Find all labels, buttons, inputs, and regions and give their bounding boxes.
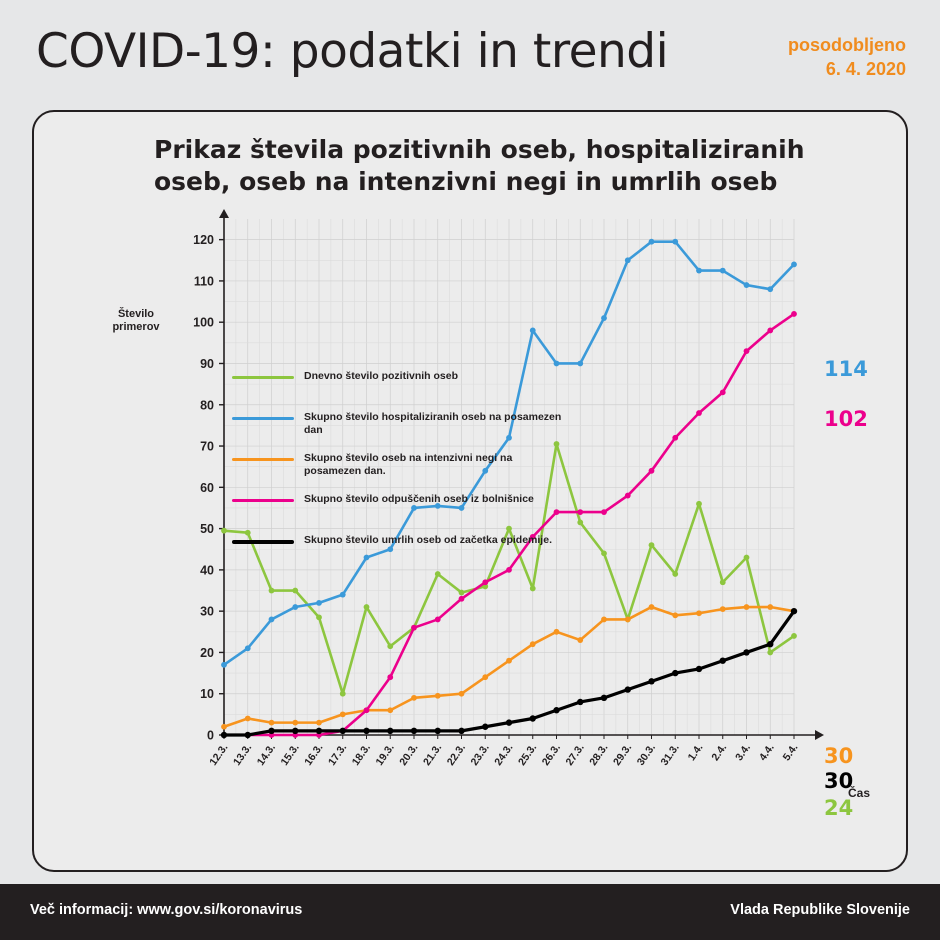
chart-card	[32, 110, 908, 872]
svg-text:17.3.: 17.3.	[325, 741, 350, 768]
svg-text:12.3.: 12.3.	[207, 741, 231, 768]
legend-swatch-daily	[232, 376, 294, 379]
legend-swatch-hospitalized	[232, 417, 294, 420]
svg-text:30.3.: 30.3.	[634, 741, 658, 768]
y-axis-label: Število primerov	[112, 308, 160, 333]
svg-text:10: 10	[200, 687, 214, 702]
legend-swatch-discharged	[232, 499, 294, 502]
svg-text:15.3.: 15.3.	[278, 741, 302, 768]
svg-text:1.4.: 1.4.	[685, 741, 706, 764]
legend-swatch-deaths	[232, 540, 294, 544]
svg-text:70: 70	[200, 439, 214, 454]
page-header	[0, 0, 940, 100]
svg-text:25.3.: 25.3.	[515, 741, 540, 768]
svg-text:18.3.: 18.3.	[349, 741, 373, 768]
legend-item-daily	[232, 370, 562, 404]
svg-text:23.3.: 23.3.	[468, 741, 492, 768]
legend-swatch-intensive	[232, 458, 294, 461]
footer-org: Vlada Republike Slovenije	[730, 902, 910, 918]
svg-text:60: 60	[200, 480, 214, 495]
svg-text:22.3.: 22.3.	[444, 741, 468, 768]
svg-text:0: 0	[207, 728, 214, 743]
svg-text:21.3.: 21.3.	[420, 741, 445, 768]
chart-legend	[232, 370, 562, 575]
legend-item-hospitalized	[232, 411, 562, 445]
svg-text:13.3.: 13.3.	[230, 741, 255, 768]
page-footer	[0, 884, 940, 940]
legend-label-hospitalized: Skupno število hospitaliziranih oseb na posamezen dan	[304, 411, 562, 436]
svg-text:24.3.: 24.3.	[492, 741, 516, 768]
legend-label-discharged: Skupno število odpuščenih oseb iz bolnišnice	[304, 493, 534, 505]
legend-item-deaths	[232, 534, 562, 568]
updated-label: posodobljeno	[788, 35, 906, 55]
svg-text:20: 20	[200, 645, 214, 660]
svg-text:29.3.: 29.3.	[610, 741, 635, 768]
legend-label-daily: Dnevno število pozitivnih oseb	[304, 370, 459, 382]
svg-text:28.3.: 28.3.	[587, 741, 611, 768]
svg-text:14.3.: 14.3.	[254, 741, 278, 768]
svg-text:16.3.: 16.3.	[302, 741, 326, 768]
legend-item-intensive	[232, 452, 562, 486]
svg-text:40: 40	[200, 563, 214, 578]
legend-item-discharged	[232, 493, 562, 527]
svg-text:20.3.: 20.3.	[397, 741, 421, 768]
svg-text:27.3.: 27.3.	[563, 741, 587, 768]
svg-text:120: 120	[193, 233, 214, 248]
footer-info: Več informacij: www.gov.si/koronavirus	[30, 902, 303, 918]
svg-text:19.3.: 19.3.	[373, 741, 397, 768]
svg-text:30: 30	[200, 604, 214, 619]
legend-label-intensive: Skupno število oseb na intenzivni negi na posamezen dan.	[304, 452, 513, 477]
x-axis-label: Čas	[847, 786, 870, 800]
svg-text:2.4.: 2.4.	[709, 741, 730, 764]
end-label-hospitalized: 114	[824, 357, 868, 381]
end-label-deaths: 30	[824, 769, 854, 793]
svg-text:100: 100	[193, 315, 214, 330]
svg-text:5.4.: 5.4.	[780, 741, 801, 764]
svg-text:90: 90	[200, 356, 214, 371]
svg-text:110: 110	[193, 274, 214, 289]
end-label-daily: 24	[824, 796, 854, 820]
end-label-discharged: 102	[824, 407, 868, 431]
svg-text:31.3.: 31.3.	[658, 741, 682, 768]
end-label-intensive: 30	[824, 744, 854, 768]
svg-text:80: 80	[200, 398, 214, 413]
chart-title: Prikaz števila pozitivnih oseb, hospitaliziranih oseb, oseb na intenzivni negi in umrlih oseb	[154, 135, 805, 196]
svg-text:3.4.: 3.4.	[733, 741, 753, 764]
page-title: COVID-19: podatki in trendi	[36, 24, 669, 79]
svg-text:26.3.: 26.3.	[539, 741, 563, 768]
updated-block	[788, 33, 906, 81]
svg-text:50: 50	[200, 522, 214, 537]
svg-text:4.4.: 4.4.	[756, 741, 777, 764]
updated-date: 6. 4. 2020	[825, 59, 906, 79]
legend-label-deaths: Skupno število umrlih oseb od začetka epidemije.	[304, 534, 552, 546]
